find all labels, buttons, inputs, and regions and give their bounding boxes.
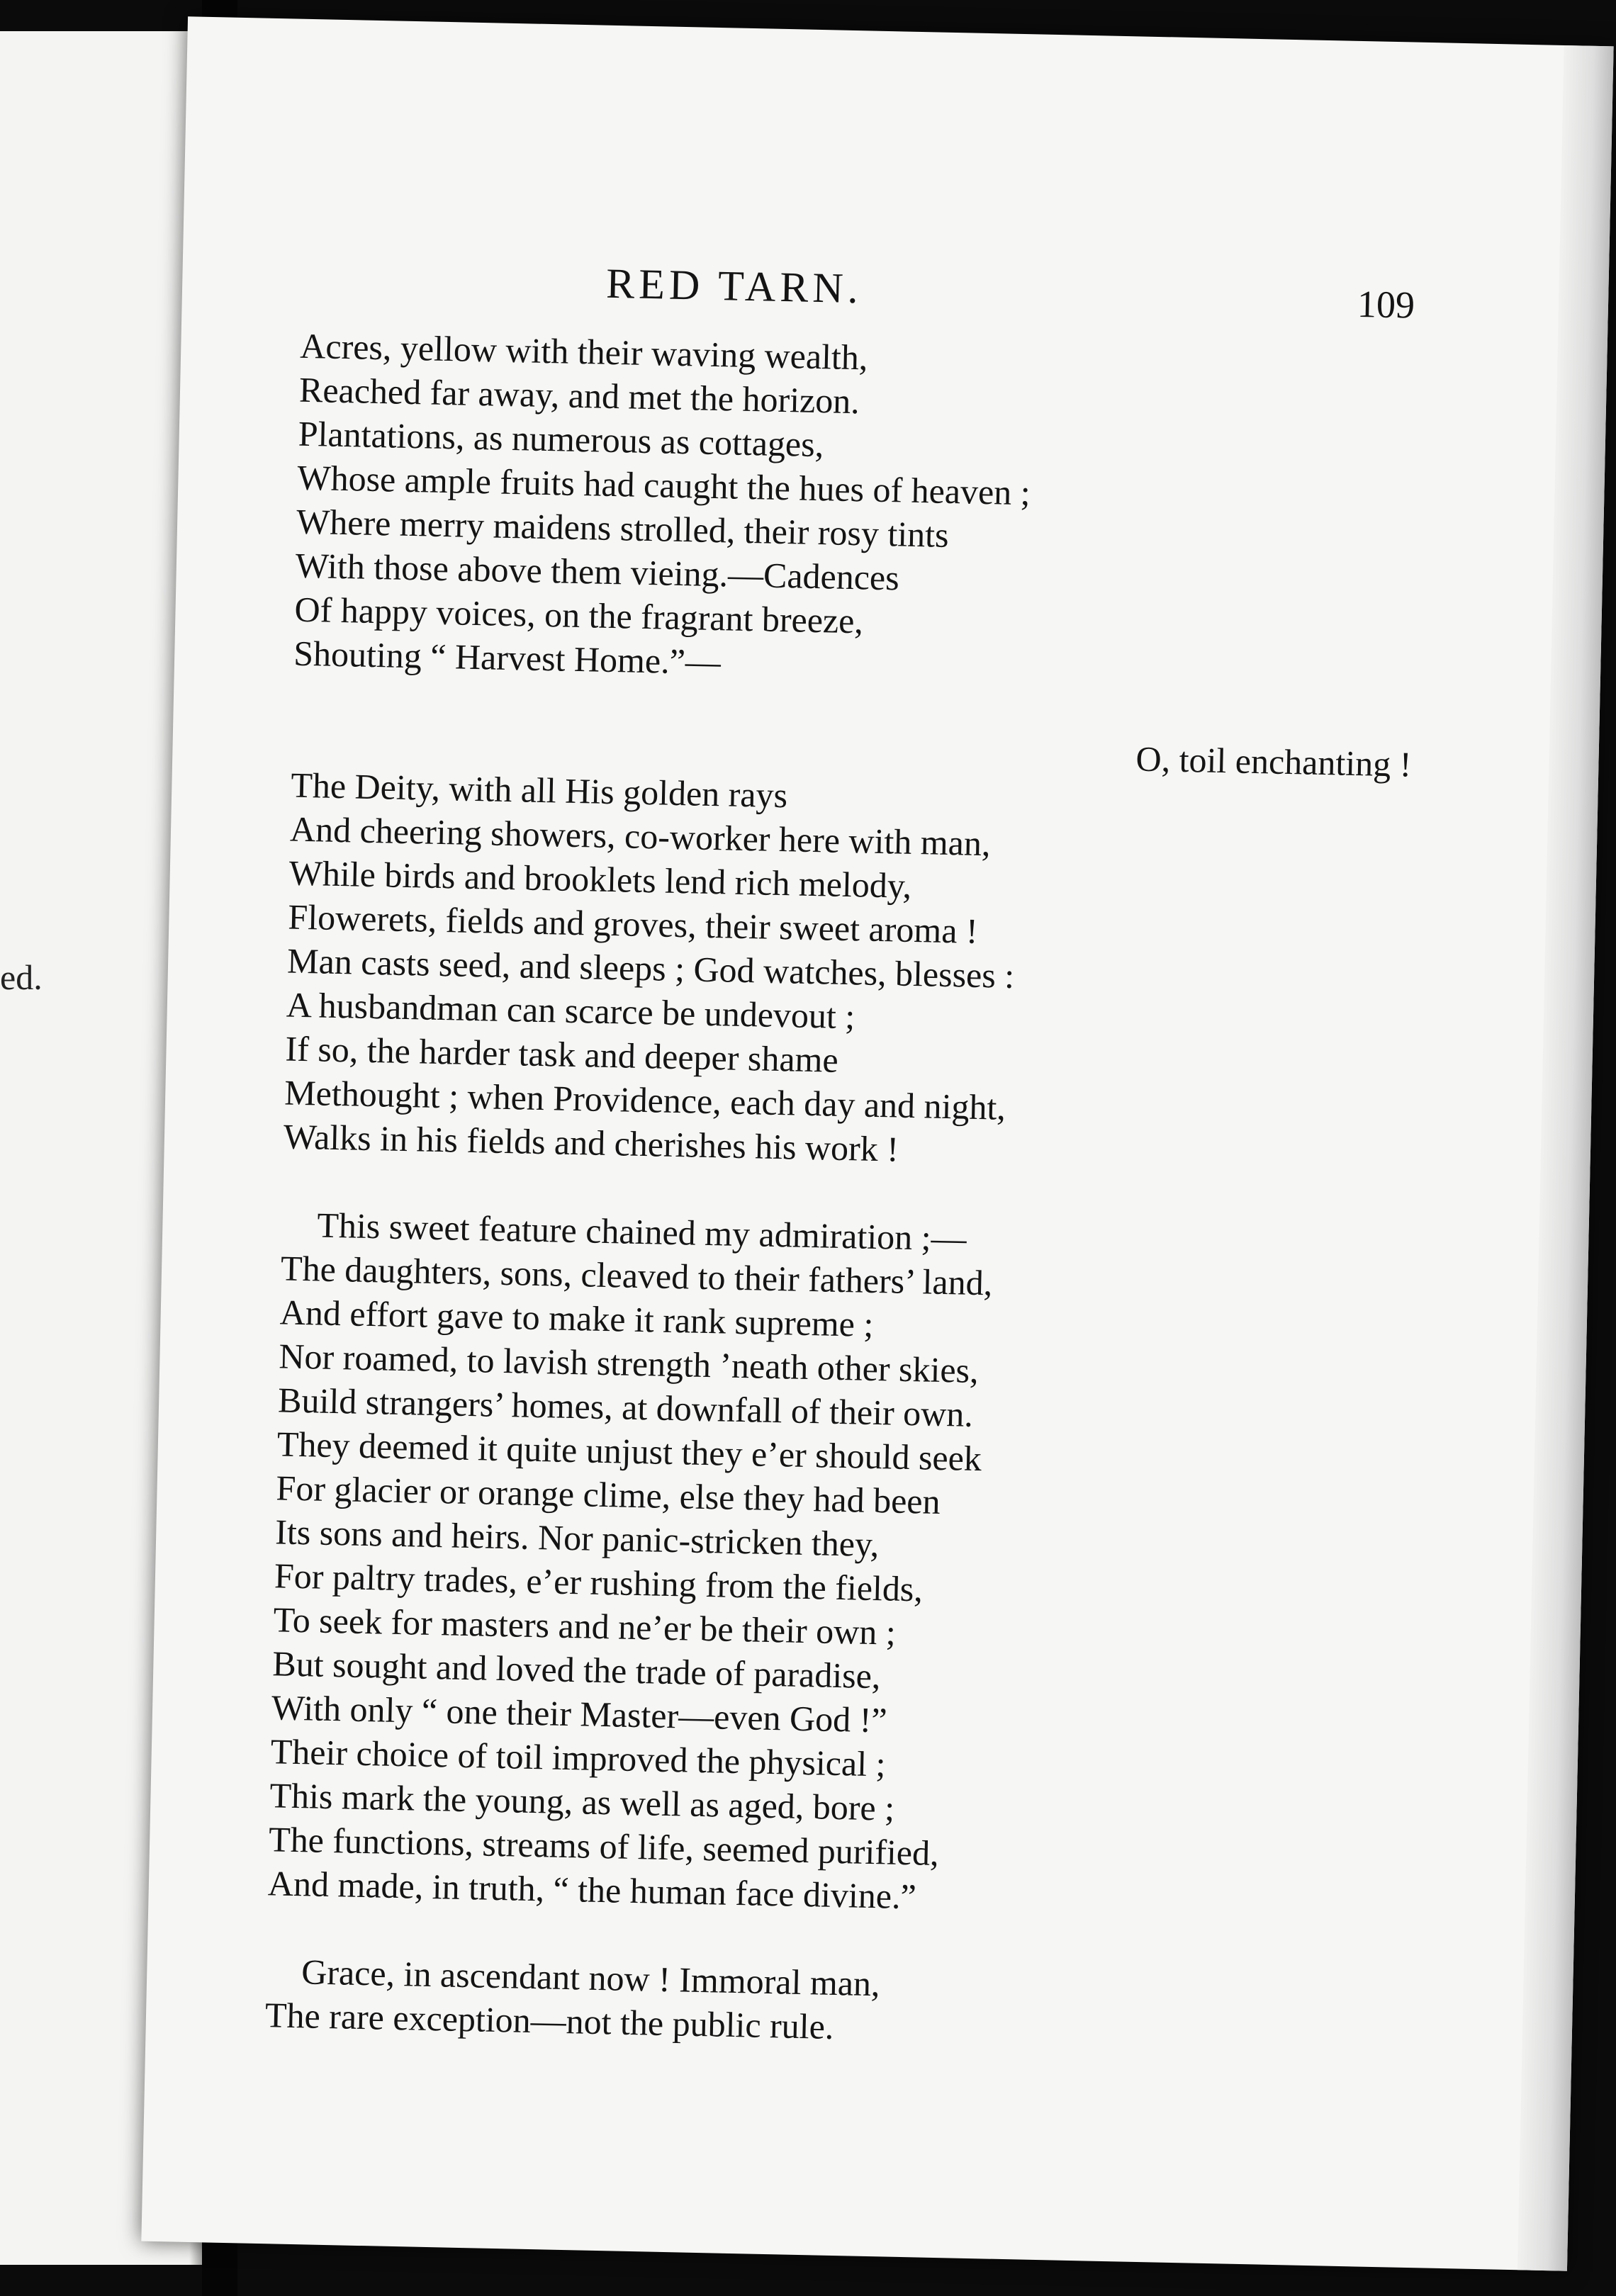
poem-line: And made, in truth, “ the human face divine.”: [267, 1863, 917, 1917]
poem-line: Its sons and heirs. Nor panic-stricken they,: [274, 1512, 880, 1565]
poem-line: Acres, yellow with their waving wealth,: [299, 325, 868, 378]
poem-line: For paltry trades, e’er rushing from the fields,: [274, 1555, 924, 1609]
poem-line: The Deity, with all His golden rays: [290, 765, 788, 816]
poem-line: Whose ample fruits had caught the hues of heaven ;: [296, 457, 1031, 513]
stanza-4: [264, 1949, 1400, 2060]
poem-line: With only “ one their Master—even God !”: [271, 1687, 888, 1740]
poem-line: Plantations, as numerous as cottages,: [298, 413, 824, 465]
poem-line: Methought ; when Providence, each day and night,: [284, 1072, 1006, 1127]
left-page-text-fragment: ed.: [0, 957, 43, 997]
poem-line: Nor roamed, to lavish strength ’neath other skies,: [278, 1336, 980, 1391]
right-page: [141, 16, 1613, 2270]
poem-line: If so, the harder task and deeper shame: [285, 1028, 839, 1080]
poem-line: For glacier or orange clime, else they had been: [276, 1468, 941, 1521]
stanza-3: [267, 1202, 1415, 1928]
poem-line: But sought and loved the trade of paradise,: [271, 1643, 881, 1696]
poem-line: Flowerets, fields and groves, their sweet aroma !: [287, 896, 979, 951]
poem-line: To seek for masters and ne’er be their own ;: [273, 1599, 897, 1653]
stanza-1: [293, 324, 1435, 699]
poem-line: Build strangers’ homes, at downfall of their own.: [277, 1380, 974, 1434]
poem-line: Shouting “ Harvest Home.”—: [293, 633, 722, 682]
poem-line: And cheering showers, co-worker here with man,: [289, 809, 992, 864]
page-edge: [1517, 45, 1614, 2271]
poem-line: While birds and brooklets lend rich melody,: [288, 852, 912, 906]
poem-line: With those above them vieing.—Cadences: [295, 545, 900, 598]
poem-line: A husbandman can scarce be undevout ;: [286, 984, 855, 1037]
poem-line: This mark the young, as well as aged, bore ;: [269, 1775, 895, 1828]
poem-line: Their choice of toil improved the physical ;: [270, 1731, 887, 1784]
poem-line: Reached far away, and met the horizon.: [298, 369, 860, 422]
poem-line: Man casts seed, and sleeps ; God watches, blesses :: [286, 940, 1015, 996]
poem-line: They deemed it quite unjust they e’er should seek: [276, 1424, 982, 1479]
page-content: [264, 253, 1436, 2105]
poem-line: The rare exception—not the public rule.: [264, 1995, 834, 2047]
running-head: RED TARN.: [605, 259, 863, 313]
poem-line: Where merry maidens strolled, their rosy tints: [296, 501, 950, 555]
poem-line: Walks in his fields and cherishes his work !: [283, 1116, 899, 1169]
poem-line: Of happy voices, on the fragrant breeze,: [294, 589, 864, 641]
stanza-2: [283, 719, 1426, 1182]
page-number: 109: [1357, 282, 1415, 327]
poem-line-continuation: O, toil enchanting !: [1135, 738, 1412, 784]
poem-line: The daughters, sons, cleaved to their fathers’ land,: [280, 1248, 993, 1303]
poem-line-indented: This sweet feature chained my admiration ;—: [316, 1205, 967, 1259]
poem-line-indented: Grace, in ascendant now ! Immoral man,: [301, 1952, 881, 2004]
poem-line: And effort gave to make it rank supreme ;: [279, 1292, 874, 1344]
poem-line: The functions, streams of life, seemed purified,: [268, 1819, 940, 1874]
